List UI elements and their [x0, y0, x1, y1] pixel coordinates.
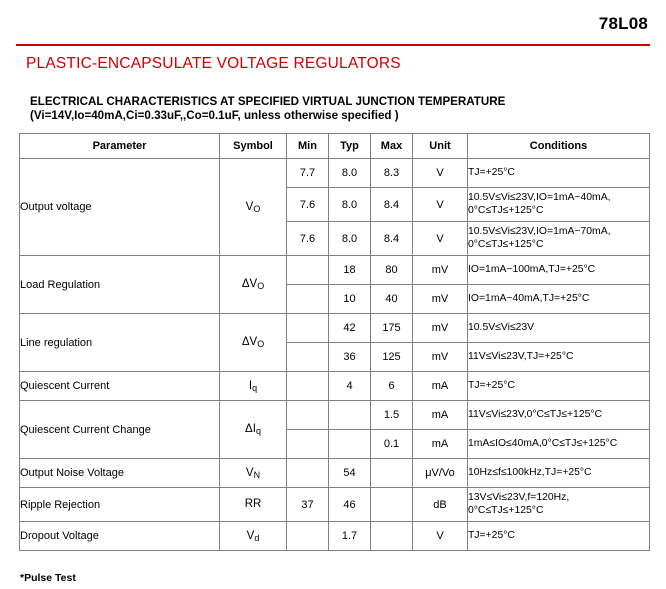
cell-parameter: Dropout Voltage	[20, 522, 220, 551]
cell-max: 40	[371, 285, 413, 314]
cell-min	[287, 314, 329, 343]
cell-typ: 4	[329, 372, 371, 401]
cell-typ	[329, 401, 371, 430]
cell-min	[287, 430, 329, 459]
cell-max: 125	[371, 343, 413, 372]
cell-symbol	[220, 488, 287, 522]
condition-line: 10.5V≤Vi≤23V,IO=1mA~40mA,	[468, 192, 611, 203]
table-body	[20, 159, 650, 551]
cell-typ: 8.0	[329, 159, 371, 188]
cell-min	[287, 372, 329, 401]
condition-line: 10Hz≤f≤100kHz,TJ=+25°C	[468, 466, 592, 478]
cell-conditions	[468, 285, 650, 314]
cell-min	[287, 343, 329, 372]
symbol-subscript: d	[254, 532, 260, 543]
column-header-parameter: Parameter	[20, 134, 220, 159]
cell-parameter: Output voltage	[20, 159, 220, 256]
cell-min: 7.6	[287, 222, 329, 256]
cell-min: 37	[287, 488, 329, 522]
cell-unit: mA	[413, 401, 468, 430]
column-header-conditions: Conditions	[468, 134, 650, 159]
cell-max: 0.1	[371, 430, 413, 459]
header-divider	[16, 44, 650, 46]
cell-unit: mA	[413, 430, 468, 459]
cell-max	[371, 522, 413, 551]
cell-conditions	[468, 314, 650, 343]
symbol-subscript: q	[252, 382, 258, 393]
cell-unit: mV	[413, 285, 468, 314]
condition-line: 0°C≤TJ≤+125°C	[468, 504, 544, 516]
cell-symbol	[220, 256, 287, 314]
cell-conditions	[468, 459, 650, 488]
cell-parameter: Output Noise Voltage	[20, 459, 220, 488]
table-row	[20, 314, 650, 343]
cell-min	[287, 522, 329, 551]
cell-max: 6	[371, 372, 413, 401]
table-row	[20, 372, 650, 401]
table-row	[20, 522, 650, 551]
cell-parameter: Load Regulation	[20, 256, 220, 314]
cell-min	[287, 401, 329, 430]
cell-symbol	[220, 522, 287, 551]
cell-max	[371, 459, 413, 488]
cell-unit: mV	[413, 256, 468, 285]
cell-typ	[329, 430, 371, 459]
cell-typ: 42	[329, 314, 371, 343]
cell-conditions	[468, 522, 650, 551]
cell-max: 1.5	[371, 401, 413, 430]
cell-unit: mV	[413, 343, 468, 372]
condition-line: 10.5V≤Vi≤23V,IO=1mA~70mA,	[468, 226, 611, 237]
condition-line: 13V≤Vi≤23V,f=120Hz,	[468, 492, 570, 503]
cell-conditions	[468, 401, 650, 430]
cell-conditions	[468, 222, 650, 256]
cell-max	[371, 488, 413, 522]
column-header-typ: Typ	[329, 134, 371, 159]
cell-min: 7.7	[287, 159, 329, 188]
cell-min	[287, 285, 329, 314]
symbol-base: ΔV	[241, 278, 258, 291]
cell-min	[287, 459, 329, 488]
cell-unit: mV	[413, 314, 468, 343]
symbol-base: ΔV	[241, 336, 258, 349]
cell-parameter: Ripple Rejection	[20, 488, 220, 522]
symbol-base: V	[246, 529, 255, 542]
symbol-base: V	[245, 200, 254, 213]
symbol-subscript: O	[257, 280, 265, 291]
table-row	[20, 159, 650, 188]
cell-conditions	[468, 343, 650, 372]
condition-line: 11V≤Vi≤23V,0°C≤TJ≤+125°C	[468, 408, 603, 420]
section-title-line1: ELECTRICAL CHARACTERISTICS AT SPECIFIED VIRTUAL JUNCTION TEMPERATURE	[30, 95, 506, 108]
cell-conditions	[468, 430, 650, 459]
table-header-row	[20, 134, 650, 159]
condition-line: IO=1mA~40mA,TJ=+25°C	[468, 292, 590, 304]
condition-line: 0°C≤TJ≤+125°C	[468, 238, 544, 250]
cell-typ: 18	[329, 256, 371, 285]
symbol-base: V	[245, 466, 254, 479]
cell-typ: 46	[329, 488, 371, 522]
condition-line: TJ=+25°C	[468, 529, 515, 541]
cell-unit: V	[413, 159, 468, 188]
section-title	[30, 95, 640, 123]
condition-line: IO=1mA~100mA,TJ=+25°C	[468, 263, 596, 275]
symbol-base: RR	[244, 498, 262, 511]
cell-typ: 36	[329, 343, 371, 372]
column-header-max: Max	[371, 134, 413, 159]
condition-line: 1mA≤IO≤40mA,0°C≤TJ≤+125°C	[468, 437, 618, 449]
cell-conditions	[468, 372, 650, 401]
cell-unit: V	[413, 522, 468, 551]
column-header-min: Min	[287, 134, 329, 159]
cell-symbol	[220, 314, 287, 372]
cell-max: 8.3	[371, 159, 413, 188]
condition-line: TJ=+25°C	[468, 379, 515, 391]
condition-line: TJ=+25°C	[468, 166, 515, 178]
column-header-symbol: Symbol	[220, 134, 287, 159]
condition-line: 11V≤Vi≤23V,TJ=+25°C	[468, 350, 574, 362]
cell-typ: 8.0	[329, 222, 371, 256]
cell-unit: μV/Vo	[413, 459, 468, 488]
part-number: 78L08	[598, 14, 648, 33]
cell-conditions	[468, 256, 650, 285]
document-title: PLASTIC-ENCAPSULATE VOLTAGE REGULATORS	[26, 55, 401, 72]
section-title-line2: (Vi=14V,Io=40mA,Ci=0.33uF,,Co=0.1uF, unless otherwise specified )	[30, 109, 399, 122]
table-row	[20, 401, 650, 430]
symbol-base: I	[248, 379, 253, 392]
cell-conditions	[468, 488, 650, 522]
cell-typ: 8.0	[329, 188, 371, 222]
cell-max: 175	[371, 314, 413, 343]
cell-unit: V	[413, 222, 468, 256]
column-header-unit: Unit	[413, 134, 468, 159]
table-row	[20, 459, 650, 488]
symbol-subscript: q	[255, 425, 261, 436]
symbol-base: ΔI	[245, 423, 256, 436]
symbol-subscript: N	[253, 469, 261, 480]
condition-line: 0°C≤TJ≤+125°C	[468, 204, 544, 216]
cell-min	[287, 256, 329, 285]
cell-parameter: Quiescent Current Change	[20, 401, 220, 459]
cell-symbol	[220, 372, 287, 401]
symbol-subscript: O	[257, 338, 265, 349]
cell-max: 8.4	[371, 222, 413, 256]
cell-typ: 1.7	[329, 522, 371, 551]
cell-symbol	[220, 459, 287, 488]
table-row	[20, 488, 650, 522]
cell-unit: mA	[413, 372, 468, 401]
cell-parameter: Quiescent Current	[20, 372, 220, 401]
symbol-subscript: O	[253, 203, 261, 214]
cell-typ: 10	[329, 285, 371, 314]
cell-typ: 54	[329, 459, 371, 488]
condition-line: 10.5V≤Vi≤23V	[468, 321, 535, 333]
cell-min: 7.6	[287, 188, 329, 222]
table-row	[20, 256, 650, 285]
footnote: *Pulse Test	[20, 572, 76, 584]
cell-conditions	[468, 188, 650, 222]
cell-max: 8.4	[371, 188, 413, 222]
cell-symbol	[220, 401, 287, 459]
cell-conditions	[468, 159, 650, 188]
electrical-characteristics-table	[19, 133, 650, 551]
cell-max: 80	[371, 256, 413, 285]
cell-parameter: Line regulation	[20, 314, 220, 372]
cell-unit: V	[413, 188, 468, 222]
cell-symbol	[220, 159, 287, 256]
cell-unit: dB	[413, 488, 468, 522]
